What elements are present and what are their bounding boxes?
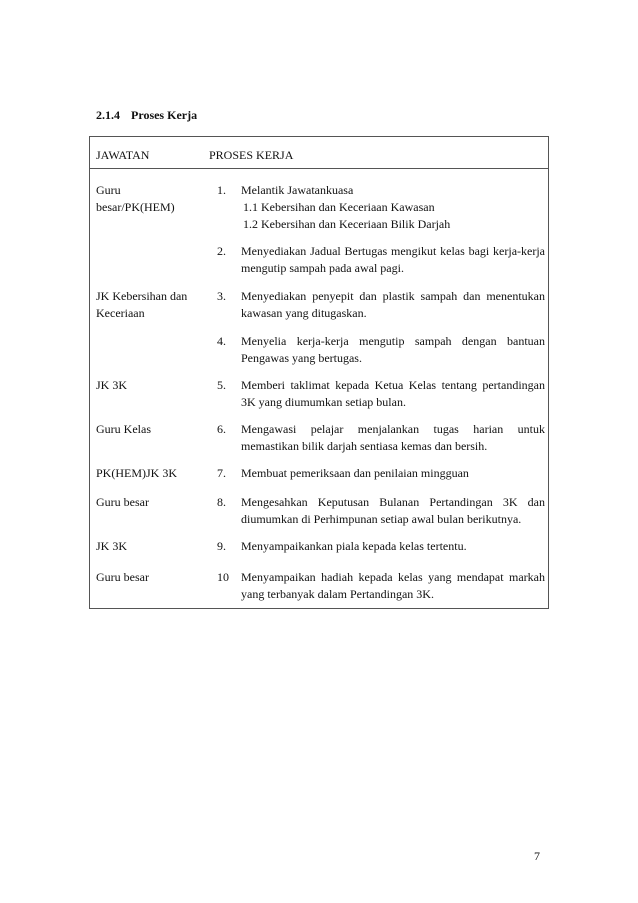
role-cell: Guru besar/PK(HEM) xyxy=(96,183,175,214)
step-number: 7. xyxy=(217,466,226,480)
page-number: 7 xyxy=(534,849,540,863)
process-table xyxy=(89,136,549,609)
role-cell: Guru besar xyxy=(96,495,149,509)
section-number: 2.1.4 xyxy=(96,108,120,122)
header-proses-kerja: PROSES KERJA xyxy=(209,148,294,162)
section-heading xyxy=(96,108,197,123)
header-jawatan: JAWATAN xyxy=(96,148,150,162)
role-cell: PK(HEM)JK 3K xyxy=(96,466,177,480)
step-text: Mengesahkan Keputusan Bulanan Pertandingan 3K dan diumumkan di Perhimpunan setiap awal bulan berikutnya. xyxy=(241,495,545,526)
step-text: Menyediakan penyepit dan plastik sampah dan menentukan kawasan yang ditugaskan. xyxy=(241,289,545,320)
step-number: 6. xyxy=(217,422,226,436)
step-text-main: Melantik Jawatankuasa xyxy=(241,183,354,197)
role-cell: JK Kebersihan dan Keceriaan xyxy=(96,289,188,320)
step-number: 1. xyxy=(217,183,226,197)
step-number: 4. xyxy=(217,334,226,348)
table-header xyxy=(90,137,548,169)
step-text xyxy=(241,182,545,233)
section-title: Proses Kerja xyxy=(131,108,198,122)
step-number: 5. xyxy=(217,378,226,392)
role-cell: JK 3K xyxy=(96,539,128,553)
role-cell: JK 3K xyxy=(96,378,128,392)
role-cell: Guru besar xyxy=(96,570,149,584)
step-number: 10 xyxy=(217,570,229,584)
step-number: 2. xyxy=(217,244,226,258)
step-subitem: 1.1 Kebersihan dan Keceriaan Kawasan xyxy=(243,200,435,214)
step-number: 9. xyxy=(217,539,226,553)
step-text: Menyediakan Jadual Bertugas mengikut kelas bagi kerja-kerja mengutip sampah pada awal pagi. xyxy=(241,244,545,275)
step-text: Menyampaikankan piala kepada kelas tertentu. xyxy=(241,539,467,553)
step-text: Membuat pemeriksaan dan penilaian mingguan xyxy=(241,466,469,480)
step-number: 8. xyxy=(217,495,226,509)
step-text: Memberi taklimat kepada Ketua Kelas tentang pertandingan 3K yang diumumkan setiap bulan. xyxy=(241,378,545,409)
step-subitem: 1.2 Kebersihan dan Keceriaan Bilik Darjah xyxy=(243,217,451,231)
step-text: Menyampaikan hadiah kepada kelas yang mendapat markah yang terbanyak dalam Pertandingan 3K. xyxy=(241,570,545,601)
role-cell: Guru Kelas xyxy=(96,422,151,436)
step-text: Mengawasi pelajar menjalankan tugas harian untuk memastikan bilik darjah sentiasa kemas dan bersih. xyxy=(241,422,545,453)
step-text: Menyelia kerja-kerja mengutip sampah dengan bantuan Pengawas yang bertugas. xyxy=(241,334,545,365)
step-number: 3. xyxy=(217,289,226,303)
